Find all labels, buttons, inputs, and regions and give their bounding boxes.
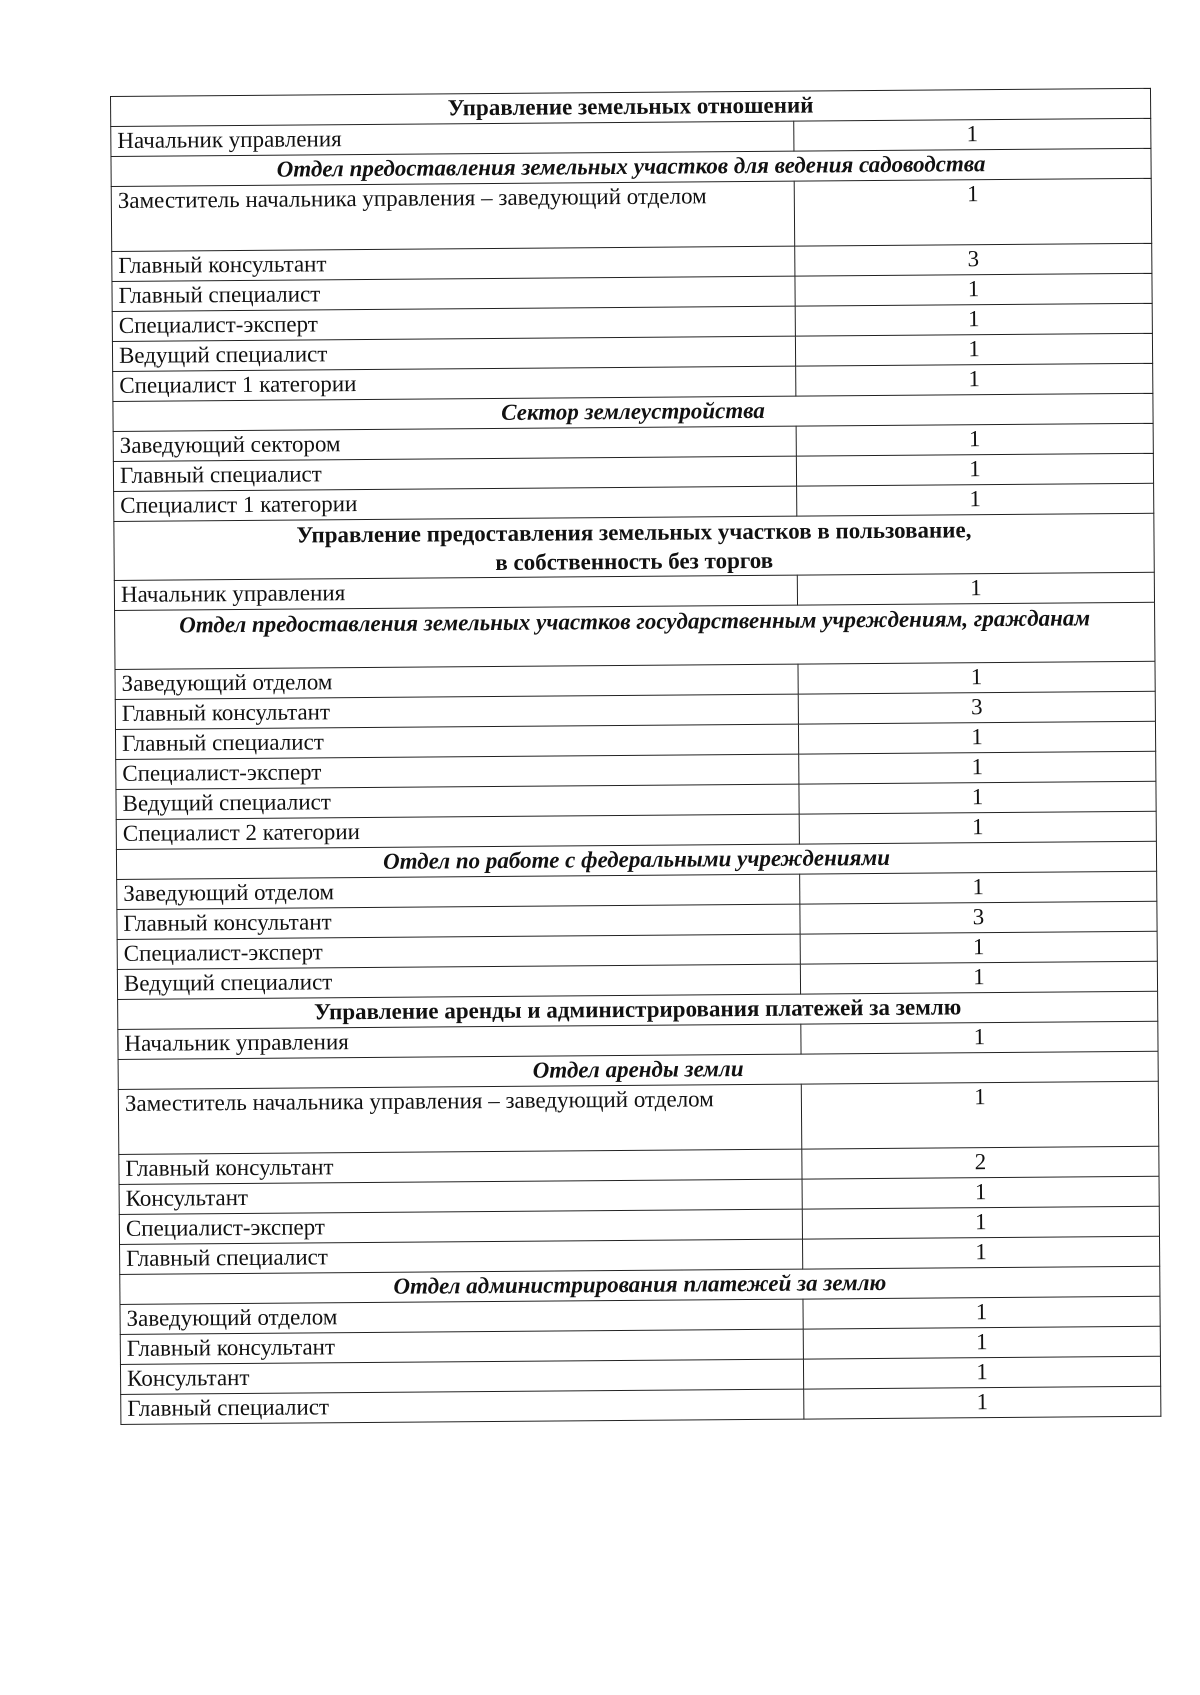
department-title: Управление предоставления земельных участков в пользование, в собственность без торгов	[114, 513, 1154, 580]
staff-count: 1	[796, 363, 1153, 396]
staff-count: 3	[798, 691, 1155, 724]
position-title: Начальник управления	[118, 1024, 801, 1059]
staff-count: 1	[799, 781, 1156, 814]
position-title: Ведущий специалист	[116, 784, 799, 819]
staff-count: 1	[794, 178, 1151, 246]
division-title: Отдел аренды земли	[118, 1051, 1158, 1089]
department-title: Управление земельных отношений	[111, 88, 1151, 126]
staff-count: 1	[799, 811, 1156, 844]
position-title: Главный специалист	[112, 276, 795, 311]
staff-count: 1	[804, 1386, 1161, 1419]
position-title: Главный консультант	[120, 1329, 803, 1364]
division-title: Отдел администрирования платежей за землю	[120, 1266, 1160, 1304]
position-title: Главный специалист	[115, 724, 798, 759]
division-title: Отдел по работе с федеральными учреждениями	[116, 841, 1156, 879]
position-title: Заведующий отделом	[120, 1299, 803, 1334]
position-title: Специалист-эксперт	[112, 306, 795, 341]
staffing-document	[110, 88, 1160, 1425]
division-title: Сектор землеустройства	[113, 393, 1153, 431]
staff-count: 1	[798, 661, 1155, 694]
staff-count: 1	[800, 871, 1157, 904]
position-title: Специалист-эксперт	[117, 934, 800, 969]
position-title: Заведующий отделом	[117, 874, 800, 909]
division-title: Отдел предоставления земельных участков для ведения садоводства	[111, 148, 1151, 186]
position-title: Специалист 1 категории	[113, 366, 796, 401]
position-title: Заместитель начальника управления – заведующий отделом	[111, 181, 794, 251]
staffing-table	[110, 88, 1161, 1425]
division-title: Отдел предоставления земельных участков государственным учреждениям, гражданам	[115, 602, 1155, 669]
table-row	[118, 1081, 1158, 1154]
staff-count: 1	[801, 1081, 1158, 1149]
position-title: Главный специалист	[113, 456, 796, 491]
staff-count: 1	[802, 1176, 1159, 1209]
staff-count: 1	[802, 1206, 1159, 1239]
position-title: Консультант	[119, 1179, 802, 1214]
position-title: Ведущий специалист	[112, 336, 795, 371]
staff-count: 1	[803, 1326, 1160, 1359]
position-title: Главный консультант	[112, 246, 795, 281]
staff-count: 3	[795, 243, 1152, 276]
staff-count: 1	[796, 453, 1153, 486]
staff-count: 1	[799, 751, 1156, 784]
staff-count: 1	[802, 1236, 1159, 1269]
staff-count: 1	[798, 721, 1155, 754]
position-title: Специалист 1 категории	[114, 486, 797, 521]
section-header-row	[115, 602, 1155, 669]
staff-count: 1	[795, 303, 1152, 336]
position-title: Начальник управления	[114, 575, 797, 610]
staff-count: 1	[800, 961, 1157, 994]
staff-count: 1	[803, 1356, 1160, 1389]
staff-count: 1	[801, 1021, 1158, 1054]
position-title: Главный консультант	[117, 904, 800, 939]
position-title: Специалист-эксперт	[119, 1209, 802, 1244]
staff-count: 1	[794, 118, 1151, 151]
position-title: Заведующий отделом	[115, 664, 798, 699]
position-title: Ведущий специалист	[117, 964, 800, 999]
table-row	[111, 178, 1151, 251]
section-header-row	[114, 513, 1154, 580]
position-title: Специалист-эксперт	[116, 754, 799, 789]
position-title: Главный специалист	[121, 1389, 804, 1424]
position-title: Заведующий сектором	[113, 426, 796, 461]
staff-count: 1	[795, 333, 1152, 366]
staff-count: 1	[797, 572, 1154, 605]
position-title: Консультант	[120, 1359, 803, 1394]
department-title: Управление аренды и администрирования платежей за землю	[118, 991, 1158, 1029]
position-title: Начальник управления	[111, 121, 794, 156]
position-title: Главный консультант	[115, 694, 798, 729]
staff-count: 1	[795, 273, 1152, 306]
staff-count: 2	[802, 1146, 1159, 1179]
position-title: Заместитель начальника управления – заведующий отделом	[118, 1084, 801, 1154]
staff-count: 1	[797, 483, 1154, 516]
position-title: Главный консультант	[119, 1149, 802, 1184]
staff-count: 1	[796, 423, 1153, 456]
staff-count: 1	[800, 931, 1157, 964]
position-title: Главный специалист	[120, 1239, 803, 1274]
staff-count: 1	[803, 1296, 1160, 1329]
staff-count: 3	[800, 901, 1157, 934]
position-title: Специалист 2 категории	[116, 814, 799, 849]
